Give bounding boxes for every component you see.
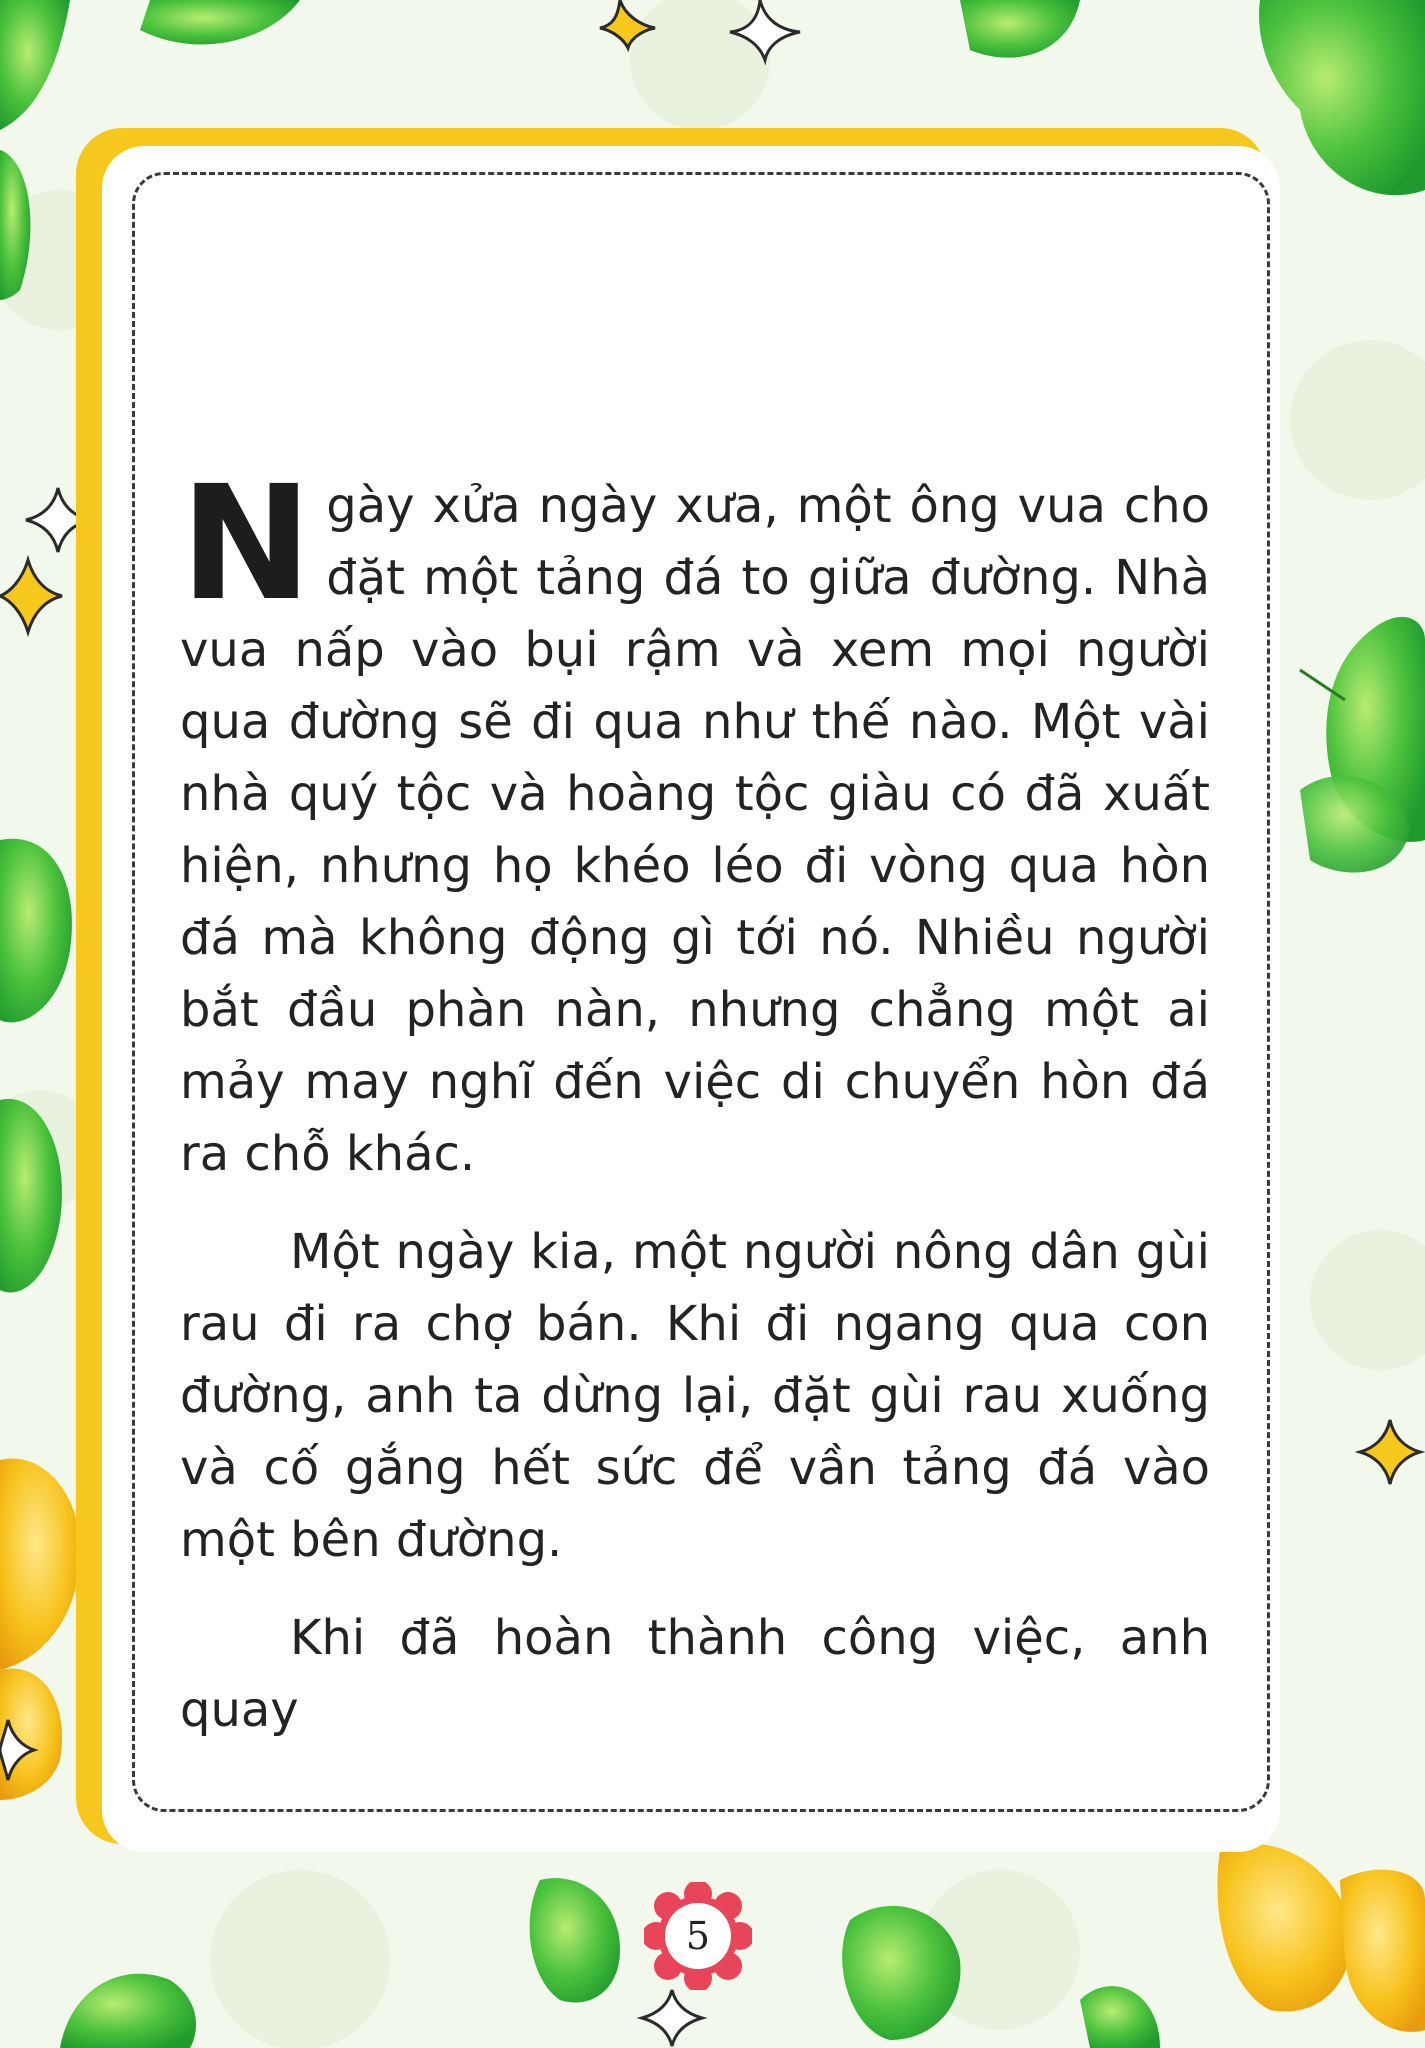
drop-cap: N <box>180 452 313 636</box>
paragraph-1-text: gày xửa ngày xưa, một ông vua cho đặt một tảng đá to giữa đường. Nhà vua nấp vào bụi rậm và xem mọi người qua đường sẽ đi qua như thế nào. Một vài nhà quý tộc và hoàng tộc giàu có đã xuất hiện, nhưng họ khéo léo đi vòng qua hòn đá mà không động gì tới nó. Nhiều người bắt đầu phàn nàn, nhưng chẳng một ai mảy may nghĩ đến việc di chuyển hòn đá ra chỗ khác. <box>180 478 1210 1182</box>
paragraph-3: Khi đã hoàn thành công việc, anh quay <box>180 1610 1210 1738</box>
story-text <box>180 452 1210 1772</box>
page-number-badge <box>644 1882 752 1990</box>
paragraph-2: Một ngày kia, một người nông dân gùi rau đi ra chợ bán. Khi đi ngang qua con đường, anh ta dừng lại, đặt gùi rau xuống và cố gắng hết sức để vần tảng đá vào một bên đường. <box>180 1224 1210 1568</box>
page-number: 5 <box>685 1914 711 1958</box>
paragraph-1 <box>180 452 1210 1190</box>
